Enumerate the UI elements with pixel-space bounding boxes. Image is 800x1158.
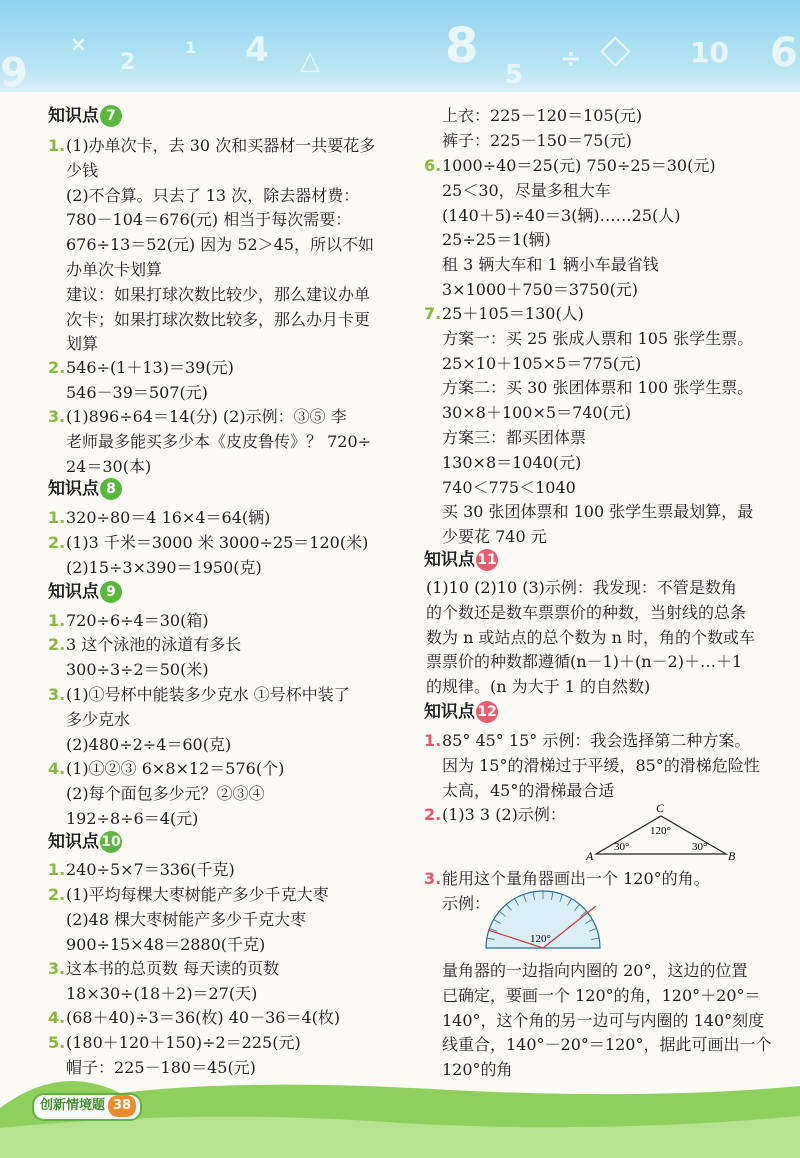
angle-label: 30° — [692, 841, 708, 853]
answer-line: (180＋120＋150)÷2＝225(元) — [66, 1033, 301, 1052]
section-label: 知识点 — [48, 582, 99, 602]
header-decor-glyph: 2 — [120, 50, 136, 75]
question-number: 5. — [48, 1033, 66, 1052]
question-number: 7. — [424, 304, 442, 323]
section-label: 知识点 — [424, 702, 475, 722]
brand-logo: 创新情境题 38 — [32, 1093, 142, 1121]
answer-line: 方案三：都买团体票 — [442, 428, 587, 447]
answer-line: 900÷15×48＝2880(千克) — [66, 934, 266, 954]
header-decor-glyph: △ — [300, 46, 320, 76]
header-decor-glyph: 4 — [245, 30, 269, 70]
answer-line: 能用这个量角器画出一个 120°的角。 — [442, 869, 710, 888]
answer-line: (1)平均每棵大枣树能产多少千克大枣 — [66, 885, 329, 904]
answer-line: 240÷5×7＝336(千克) — [66, 860, 235, 879]
answer-line: 25÷25＝1(辆) — [442, 230, 551, 250]
question-number: 1. — [48, 508, 66, 527]
answer-line: (2)480÷2÷4＝60(克) — [66, 734, 232, 754]
answer-line: 300÷3÷2＝50(米) — [66, 659, 209, 679]
question-number: 3. — [424, 869, 442, 888]
page-number: 38 — [108, 1095, 136, 1117]
answer-line: (1)①②③ 6×8×12＝576(个) — [66, 759, 285, 778]
section-heading — [48, 477, 122, 501]
answer-line: 买 30 张团体票和 100 张学生票最划算，最 — [442, 502, 754, 522]
question-number: 1. — [424, 731, 442, 750]
section-number-badge: 11 — [476, 549, 498, 571]
header-decor-glyph: ◇ — [600, 26, 631, 72]
answer-line: (1)10 (2)10 (3)示例：我发现：不管是数角 — [426, 578, 737, 597]
answer-line: 1000÷40＝25(元) 750÷25＝30(元) — [442, 156, 716, 175]
answer-line: 3×1000＋750＝3750(元) — [442, 280, 639, 299]
header-decor-glyph: 9 — [0, 50, 28, 92]
answer-line: 740＜775＜1040 — [442, 477, 576, 497]
section-number-badge: 7 — [100, 105, 122, 127]
answer-line: 25＜30，尽量多租大车 — [442, 180, 611, 200]
question-number: 4. — [48, 759, 66, 778]
section-label: 知识点 — [48, 832, 99, 852]
answer-line: 676÷13＝52(元) 因为 52＞45，所以不如 — [66, 235, 375, 255]
answer-line: (2)48 棵大枣树能产多少千克大枣 — [66, 909, 307, 929]
answer-line: 示例： — [442, 893, 491, 913]
answer-line: (1)3 千米＝3000 米 3000÷25＝120(米) — [66, 533, 369, 552]
answer-line: 建议：如果打球次数比较少，那么建议办单 — [66, 284, 371, 304]
answer-line: 24＝30(本) — [66, 456, 152, 476]
question-number: 4. — [48, 1008, 66, 1027]
answer-line: (2)每个面包多少元？②③④ — [66, 783, 265, 803]
question-number: 2. — [48, 885, 66, 904]
section-heading — [48, 580, 122, 604]
answer-line: 租 3 辆大车和 1 辆小车最省钱 — [442, 255, 659, 275]
answer-line: 120°的角 — [442, 1060, 513, 1080]
question-number: 2. — [48, 358, 66, 377]
question-number: 3. — [48, 685, 66, 704]
answer-line: 720÷6÷4＝30(箱) — [66, 611, 209, 630]
answer-line: 次卡；如果打球次数比较多，那么办月卡更 — [66, 309, 371, 329]
header-decor-glyph: 10 — [690, 36, 729, 69]
answer-line: 老师最多能买多少本《皮皮鲁传》？ 720÷ — [66, 431, 372, 451]
answer-line: (68＋40)÷3＝36(枚) 40－36＝4(枚) — [66, 1008, 341, 1027]
answer-line: 上衣：225－120＝105(元) — [442, 106, 643, 125]
header-decor-glyph: 1 — [185, 38, 197, 57]
answer-line: 25＋105＝130(人) — [442, 304, 584, 323]
section-heading — [424, 548, 498, 572]
answer-line: 320÷80＝4 16×4＝64(辆) — [66, 508, 271, 527]
question-number: 2. — [424, 805, 442, 824]
protractor-angle-label: 120° — [530, 933, 551, 945]
section-number-badge: 8 — [100, 478, 122, 500]
header-decor-glyph: 5 — [505, 60, 524, 90]
answer-line: 30×8＋100×5＝740(元) — [442, 403, 632, 423]
answer-line: 少要花 740 元 — [442, 527, 547, 547]
vertex-label: B — [728, 849, 736, 862]
triangle-figure — [584, 802, 744, 862]
section-heading — [48, 830, 122, 854]
section-label: 知识点 — [48, 106, 99, 126]
answer-line: 780－104＝676(元) 相当于每次需要： — [66, 210, 352, 230]
header-decor-glyph: × — [70, 32, 87, 56]
question-number: 6. — [424, 156, 442, 175]
answer-line: 这本书的总页数 每天读的页数 — [66, 959, 280, 978]
answer-line: 多少克水 — [66, 709, 131, 729]
answer-line: (2)不合算。只去了 13 次，除去器材费： — [66, 185, 360, 205]
angle-label: 120° — [650, 825, 671, 837]
answer-line: (140＋5)÷40＝3(辆)……25(人) — [442, 205, 681, 225]
answer-line: 划算 — [66, 334, 99, 354]
answer-line: 数为 n 或站点的总个数为 n 时，角的个数或车 — [426, 627, 755, 647]
header-decor-glyph: ÷ — [560, 44, 582, 74]
header-decor-glyph: 8 — [445, 18, 479, 74]
answer-line: 3 这个泳池的泳道有多长 — [66, 635, 242, 654]
answer-line: 85° 45° 15° 示例：我会选择第二种方案。 — [442, 731, 751, 750]
angle-label: 30° — [614, 841, 630, 853]
question-number: 3. — [48, 407, 66, 426]
answer-line: (1)3 3 (2)示例： — [442, 805, 566, 824]
question-number: 1. — [48, 860, 66, 879]
section-label: 知识点 — [48, 479, 99, 499]
vertex-label: C — [656, 802, 665, 815]
header-decor-glyph: 6 — [770, 30, 798, 76]
answer-line: 量角器的一边指向内圈的 20°，这边的位置 — [442, 961, 748, 980]
protractor-figure — [478, 886, 608, 956]
answer-line: 546÷(1＋13)＝39(元) — [66, 358, 234, 377]
vertex-label: A — [586, 849, 594, 862]
answer-line: (1)①号杯中能装多少克水 ①号杯中装了 — [66, 685, 350, 704]
answer-line: (2)15÷3×390＝1950(克) — [66, 557, 262, 577]
section-label: 知识点 — [424, 550, 475, 570]
question-number: 1. — [48, 611, 66, 630]
answer-line: 少钱 — [66, 160, 99, 180]
answer-line: 192÷8÷6＝4(元) — [66, 808, 199, 828]
answer-line: 方案二：买 30 张团体票和 100 张学生票。 — [442, 378, 754, 398]
answer-line: 的规律。(n 为大于 1 的自然数) — [426, 677, 651, 697]
section-number-badge: 9 — [100, 581, 122, 603]
section-heading — [48, 104, 122, 128]
answer-line: 25×10＋105×5＝775(元) — [442, 353, 642, 373]
answer-line: 的个数还是数车票票价的种数，当射线的总条 — [426, 602, 747, 622]
answer-line: 因为 15°的滑梯过于平缓，85°的滑梯危险性 — [442, 755, 760, 775]
answer-line: 办单次卡划算 — [66, 260, 163, 279]
answer-line: 方案一：买 25 张成人票和 105 张学生票。 — [442, 328, 754, 348]
answer-line: 帽子：225－180＝45(元) — [66, 1057, 256, 1077]
answer-line: 票票价的种数都遵循(n－1)＋(n－2)＋…＋1 — [426, 652, 743, 672]
answer-line: 已确定，要画一个 120°的角，120°＋20°＝ — [442, 985, 761, 1005]
answer-line: (1)办单次卡，去 30 次和买器材一共要花多 — [66, 136, 376, 155]
section-number-badge: 10 — [100, 831, 122, 853]
answer-line: 裤子：225－150＝75(元) — [442, 130, 632, 150]
question-number: 2. — [48, 533, 66, 552]
question-number: 2. — [48, 635, 66, 654]
page-header-banner — [0, 0, 800, 92]
answer-line: 线重合，140°－20°＝120°，据此可画出一个 — [442, 1035, 772, 1055]
question-number: 3. — [48, 959, 66, 978]
answer-line: 140°，这个角的另一边可与内圈的 140°刻度 — [442, 1010, 765, 1030]
section-number-badge: 12 — [476, 701, 498, 723]
question-number: 1. — [48, 136, 66, 155]
answer-line: 18×30÷(18＋2)＝27(天) — [66, 983, 258, 1003]
answer-line: 太高，45°的滑梯最合适 — [442, 780, 615, 800]
section-heading — [424, 700, 498, 724]
answer-line: 546－39＝507(元) — [66, 382, 208, 402]
answer-line: (1)896÷64＝14(分) (2)示例：③⑤ 李 — [66, 407, 347, 426]
answer-line: 130×8＝1040(元) — [442, 452, 582, 472]
